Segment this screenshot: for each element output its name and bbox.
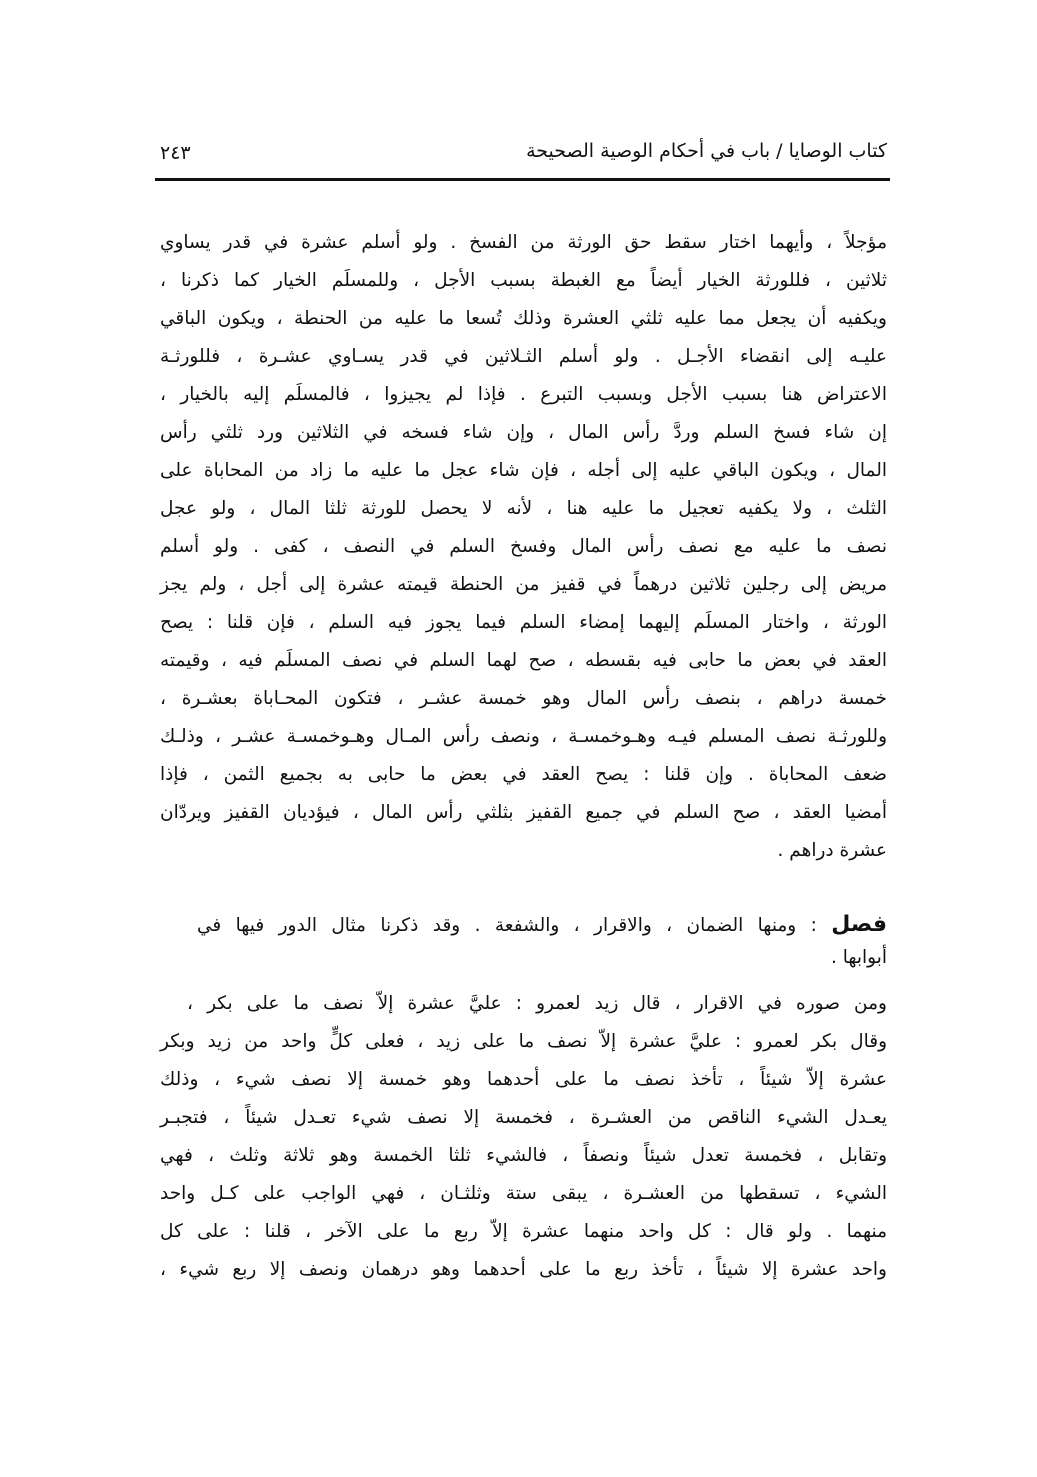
text-line: الورثة ، واختار المسلَم إليهما إمضاء السلم فيما يجوز فيه السلم ، فإن قلنا : يصح: [160, 612, 887, 633]
text-line: أمضيا العقد ، صح السلم في جميع القفيز بثلثي رأس المال ، فيؤديان القفيز ويردّان: [160, 802, 887, 823]
text-line: ثلاثين ، فللورثة الخيار أيضاً مع الغبطة بسبب الأجل ، وللمسلَم الخيار كما ذكرنا ،: [160, 270, 887, 291]
header-rule: [155, 178, 890, 181]
text-line: يعـدل الشيء الناقص من العشـرة ، فخمسة إلا نصف شيء تعـدل شيئاً ، فتجبـر: [160, 1107, 887, 1128]
text-line: عشرة إلاّ شيئاً ، تأخذ نصف ما على أحدهما وهو خمسة إلا نصف شيء ، وذلك: [160, 1069, 887, 1090]
text-line: الثلث ، ولا يكفيه تعجيل ما عليه هنا ، لأنه لا يحصل للورثة ثلثا المال ، ولو عجل: [160, 498, 887, 519]
running-title: كتاب الوصايا / باب في أحكام الوصية الصحيحة: [526, 140, 887, 162]
text-line: مؤجلاً ، وأيهما اختار سقط حق الورثة من الفسخ . ولو أسلم عشرة في قدر يساوي: [160, 232, 887, 253]
text-line: العقد في بعض ما حابى فيه بقسطه ، صح لهما السلم في نصف المسلَم فيه ، وقيمته: [160, 650, 887, 671]
text-line: ومن صوره في الاقرار ، قال زيد لعمرو : عليَّ عشرة إلاّ نصف ما على بكر ،: [187, 993, 887, 1014]
page-number: ٢٤٣: [160, 142, 191, 164]
text-line: المال ، ويكون الباقي عليه إلى أجله ، فإن شاء عجل ما عليه ما زاد من المحاباة على: [160, 460, 887, 481]
section-text: : ومنها الضمان ، والاقرار ، والشفعة . وقد ذكرنا مثال الدور فيها في: [197, 915, 817, 936]
text-line: خمسة دراهم ، بنصف رأس المال وهو خمسة عشـر ، فتكون المحـاباة بعشـرة ،: [160, 688, 887, 709]
text-line: نصف ما عليه مع نصف رأس المال وفسخ السلم في النصف ، كفى . ولو أسلم: [160, 536, 887, 557]
section-fasl-line: [197, 913, 887, 938]
text-line: الاعتراض هنا بسبب الأجل وبسبب التبرع . فإذا لم يجيزوا ، فالمسلَم إليه بالخيار ،: [160, 384, 887, 405]
text-line: عشرة دراهم .: [777, 840, 887, 861]
text-line: ضعف المحاباة . وإن قلنا : يصح العقد في بعض ما حابى به بجميع الثمن ، فإذا: [160, 764, 887, 785]
text-line: الشيء ، تسقطها من العشـرة ، يبقى ستة وثلثـان ، فهي الواجب على كـل واحد: [160, 1183, 887, 1204]
text-line: عليـه إلى انقضاء الأجـل . ولو أسلم الثـلاثين في قدر يسـاوي عشـرة ، فللورثـة: [160, 346, 887, 367]
section-heading: فصل: [831, 912, 887, 937]
text-line: ويكفيه أن يجعل مما عليه ثلثي العشرة وذلك تُسعا ما عليه من الحنطة ، ويكون الباقي: [160, 308, 887, 329]
text-line: منهما . ولو قال : كل واحد منهما عشرة إلاّ ربع ما على الآخر ، قلنا : على كل: [160, 1221, 887, 1242]
text-line: مريض إلى رجلين ثلاثين درهماً في قفيز من الحنطة قيمته عشرة إلى أجل ، ولم يجز: [160, 574, 887, 595]
section-fasl-line-2: أبوابها .: [830, 947, 887, 968]
text-line: وتقابل ، فخمسة تعدل شيئاً ونصفاً ، فالشيء ثلثا الخمسة وهو ثلاثة وثلث ، فهي: [160, 1145, 887, 1166]
text-line: واحد عشرة إلا شيئاً ، تأخذ ربع ما على أحدهما وهو درهمان ونصف إلا ربع شيء ،: [160, 1259, 887, 1280]
text-line: وقال بكر لعمرو : عليَّ عشرة إلاّ نصف ما على زيد ، فعلى كلٍّ واحد من زيد وبكر: [160, 1031, 887, 1052]
text-line: وللورثـة نصف المسلم فيـه وهـوخمسـة ، ونصف رأس المـال وهـوخمسـة عشـر ، وذلـك: [160, 726, 887, 747]
text-line: إن شاء فسخ السلم وردَّ رأس المال ، وإن شاء فسخه في الثلاثين ورد ثلثي رأس: [160, 422, 887, 443]
